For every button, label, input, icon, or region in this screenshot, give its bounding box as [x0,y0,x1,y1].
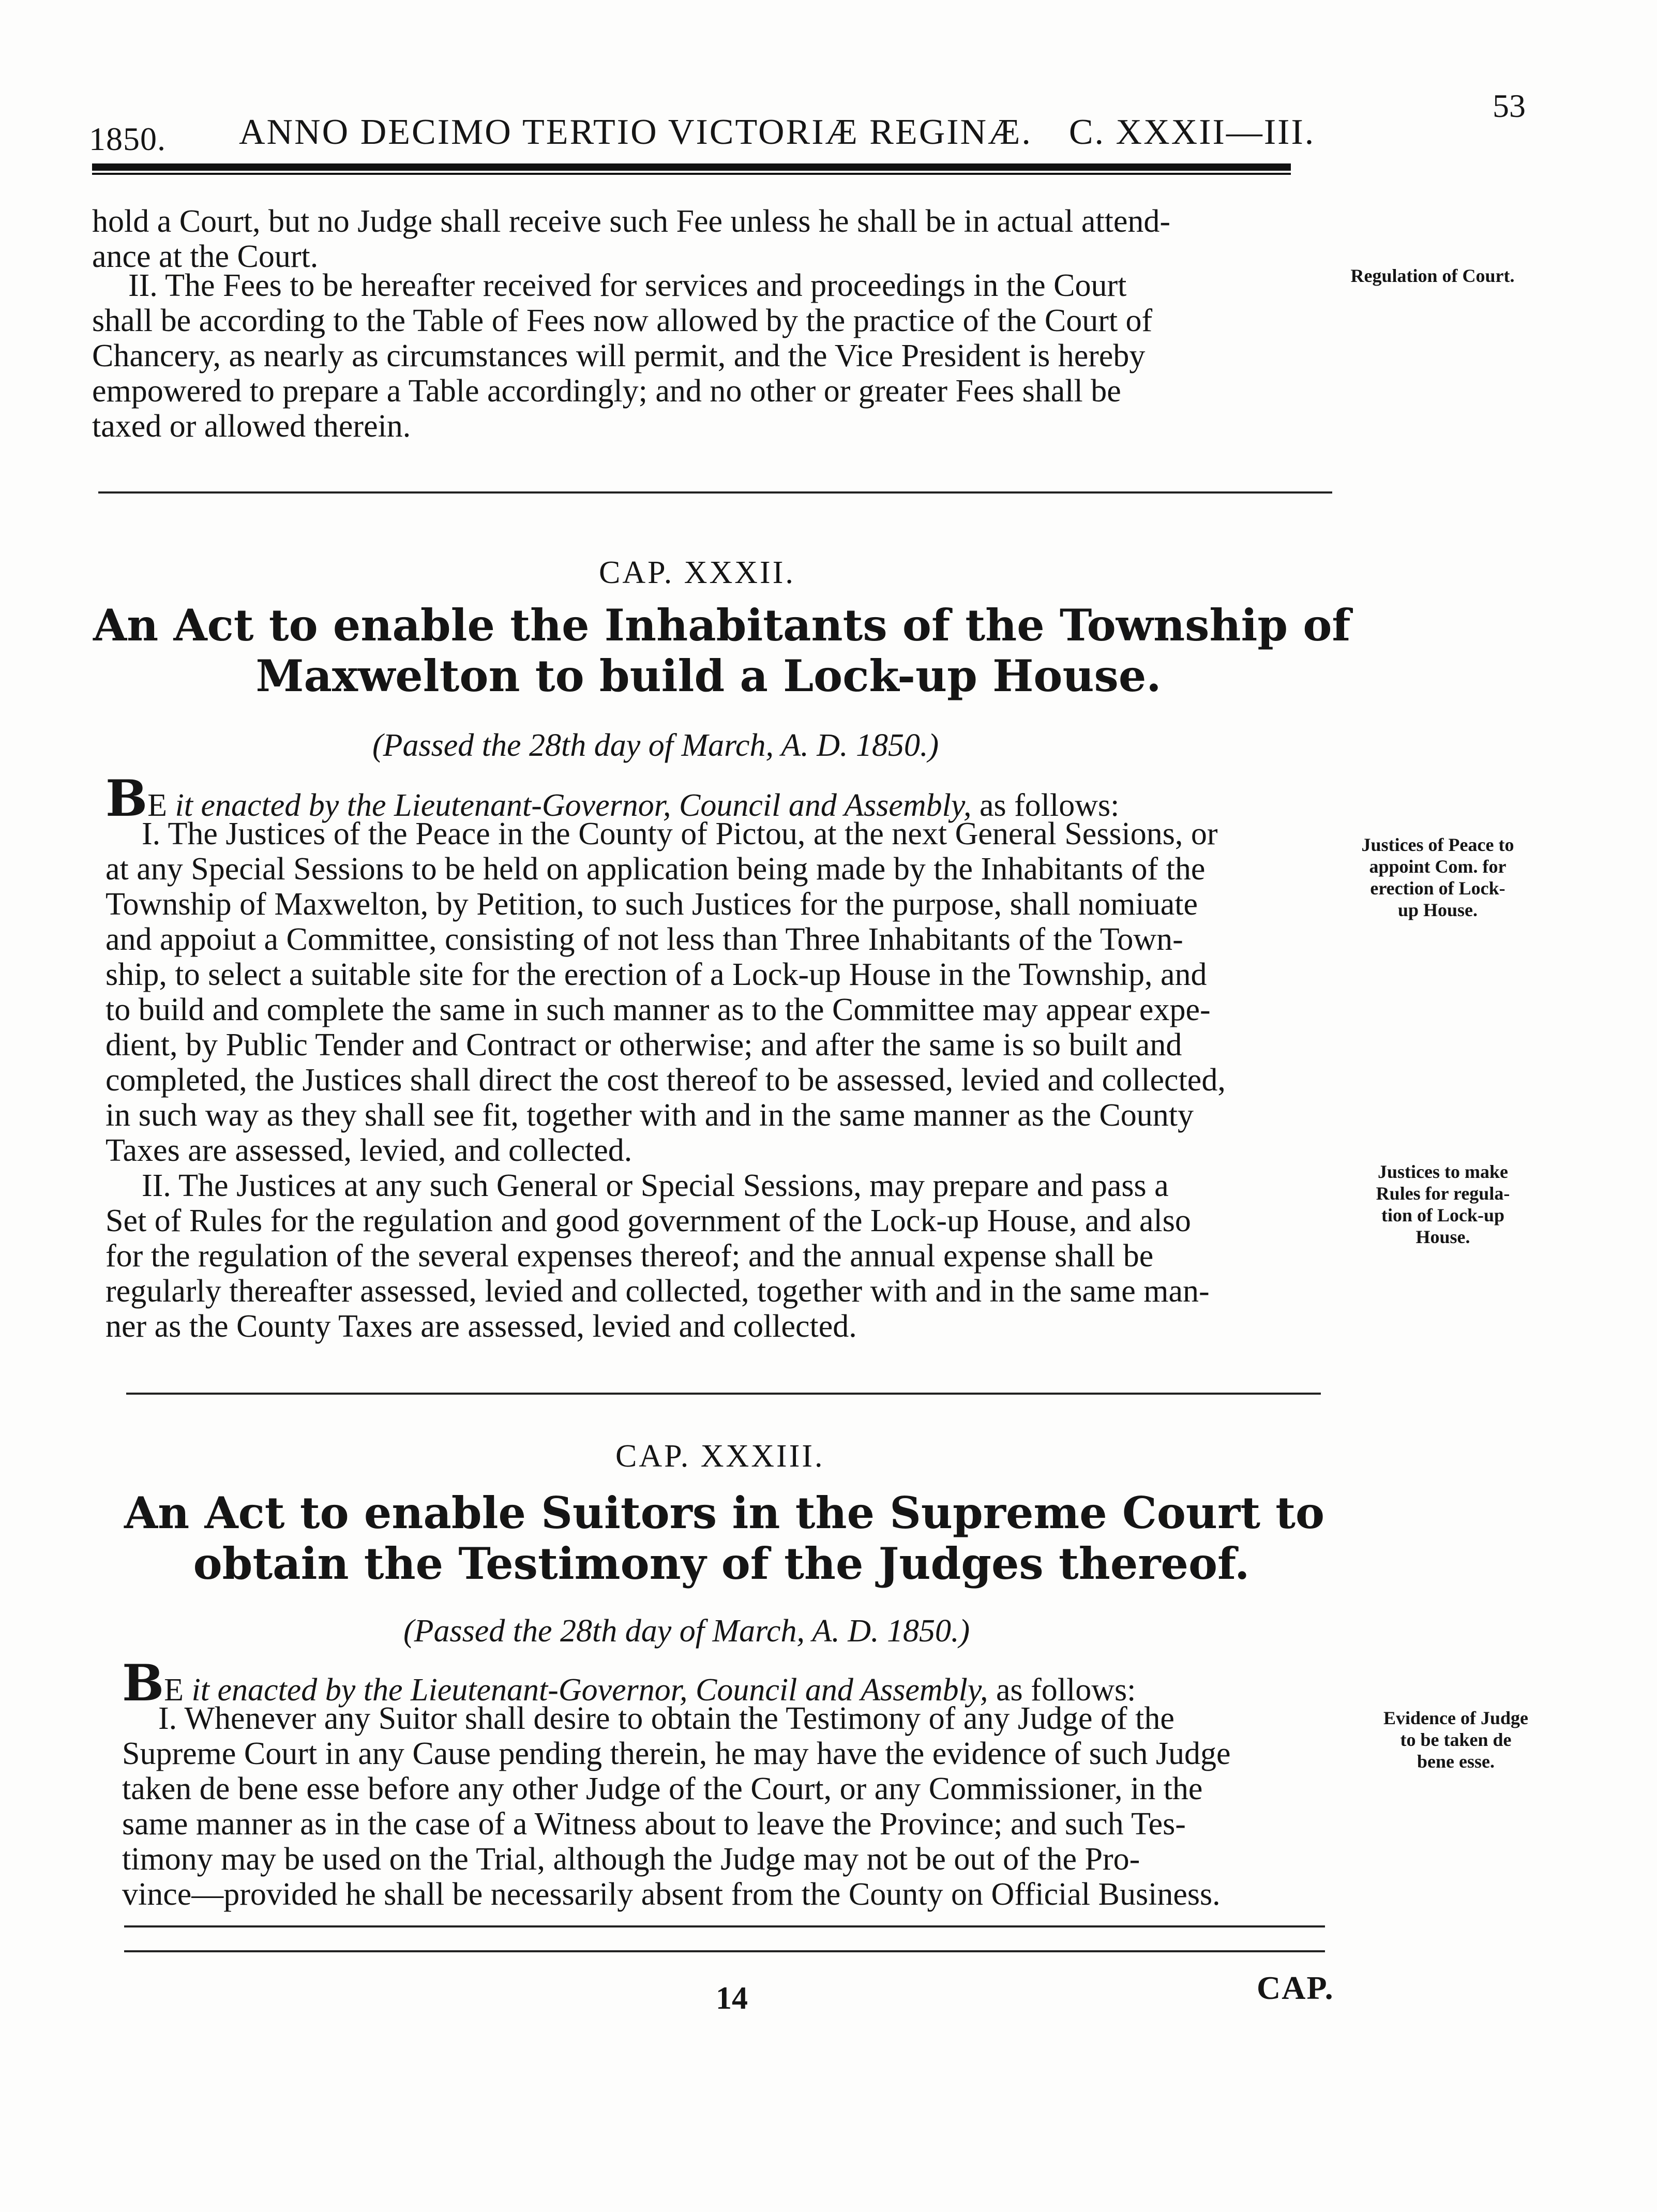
cap-xxxii-title [93,600,1351,701]
text-line: Set of Rules for the regulation and good government of the Lock-up House, and also [106,1203,1191,1238]
text-line: dient, by Public Tender and Contract or otherwise; and after the same is so built and [106,1027,1182,1063]
text-line: II. The Fees to be hereafter received for services and proceedings in the Court [128,268,1127,303]
header-rule-thin [92,173,1291,175]
margin-note-line: Regulation of Court. [1350,265,1515,286]
margin-note-line: bene esse. [1417,1751,1495,1772]
margin-note-evidence [1350,1707,1562,1772]
text-line: I. The Justices of the Peace in the County of Pictou, at the next General Sessions, or [142,816,1218,851]
header-chapter: C. XXXII—III. [1068,112,1316,152]
cap-xxxiii-passed: (Passed the 28th day of March, A. D. 1850.) [403,1613,970,1649]
header-year: 1850. [89,121,166,157]
text-line: and appoiut a Committee, consisting of not less than Three Inhabitants of the Town- [106,922,1183,957]
margin-note-line: Justices to make [1378,1161,1508,1182]
margin-note-line: Justices of Peace to [1361,834,1514,855]
text-line: same manner as in the case of a Witness about to leave the Province; and such Tes- [122,1806,1186,1842]
text-line: Supreme Court in any Cause pending therein, he may have the evidence of such Judge [122,1736,1231,1771]
margin-note-line: up House. [1397,900,1478,920]
section-divider [98,491,1332,494]
text-line: ance at the Court. [92,239,319,274]
text-line: Township of Maxwelton, by Petition, to such Justices for the purpose, shall nomiuate [106,887,1198,922]
act-title-line: Maxwelton to build a Lock-up House. [255,650,1162,701]
section-divider [126,1393,1321,1395]
text-line: at any Special Sessions to be held on application being made by the Inhabitants of the [106,851,1206,887]
text-line: vince—provided he shall be necessarily absent from the County on Official Business. [122,1877,1221,1912]
header-title-text: ANNO DECIMO TERTIO VICTORIÆ REGINÆ. [239,112,1032,152]
text-line: ship, to select a suitable site for the erection of a Lock-up House in the Township, and [106,957,1207,992]
cap-xxxii-body [106,769,1226,1344]
cap-xxxii-heading: CAP. XXXII. [599,555,795,590]
dropcap: B [106,769,148,828]
continuation-text [92,204,1170,444]
text-line: ner as the County Taxes are assessed, levied and collected. [106,1309,857,1344]
margin-note-line: tion of Lock-up [1381,1205,1505,1225]
dropcap: B [122,1654,164,1712]
margin-note-line: Evidence of Judge [1383,1708,1528,1728]
enacting-clause [106,769,1226,828]
text-line: empowered to prepare a Table accordingly; and no other or greater Fees shall be [92,373,1121,409]
act-title-line: An Act to enable Suitors in the Supreme Court to [124,1487,1325,1538]
act-title-line: An Act to enable the Inhabitants of the Township of [93,600,1351,651]
text-line: hold a Court, but no Judge shall receive such Fee unless he shall be in actual attend- [92,204,1171,239]
text-line: I. Whenever any Suitor shall desire to obtain the Testimony of any Judge of the [158,1701,1174,1736]
cap-xxxiii-body [122,1654,1231,1912]
enacting-rest: as follows: [988,1672,1136,1708]
header-rule-thick [92,163,1291,171]
margin-note-line: appoint Com. for [1369,856,1507,877]
margin-note-line: erection of Lock- [1370,878,1505,899]
enacting-clause [122,1654,1231,1712]
page-number: 53 [1493,87,1526,124]
margin-note-justices-rules [1339,1161,1546,1248]
margin-note-regulation [1324,265,1541,287]
act-title-line: obtain the Testimony of the Judges thereof. [193,1538,1250,1589]
cap-xxxiii-heading: CAP. XXXIII. [615,1439,825,1474]
footer-rule [124,1925,1325,1927]
margin-note-line: to be taken de [1400,1729,1512,1750]
text-line: in such way as they shall see fit, together with and in the same manner as the County [106,1098,1194,1133]
enacting-italic: it enacted by the Lieutenant-Governor, Council and Assembly, [184,1672,988,1708]
signature-mark: 14 [716,1981,748,2016]
text-line: for the regulation of the several expenses thereof; and the annual expense shall be [106,1238,1154,1274]
cap-xxxii-passed: (Passed the 28th day of March, A. D. 1850.) [372,728,939,763]
text-line: II. The Justices at any such General or Special Sessions, may prepare and pass a [142,1168,1169,1203]
margin-note-justices-appoint [1329,834,1546,921]
margin-note-line: Rules for regula- [1376,1183,1510,1204]
header-title [239,112,1315,153]
cap-xxxiii-title [124,1487,1325,1589]
margin-note-line: House. [1415,1227,1470,1247]
enacting-rest: as follows: [971,788,1120,823]
text-line: Chancery, as nearly as circumstances will permit, and the Vice President is hereby [92,338,1146,373]
text-line: taxed or allowed therein. [92,409,411,444]
text-line: shall be according to the Table of Fees now allowed by the practice of the Court of [92,303,1153,338]
smallcap: E [147,788,168,823]
text-line: taken de bene esse before any other Judge of the Court, or any Commissioner, in the [122,1771,1203,1806]
text-line: regularly thereafter assessed, levied and collected, together with and in the same man- [106,1274,1210,1309]
text-line: to build and complete the same in such manner as to the Committee may appear expe- [106,992,1211,1027]
text-line: timony may be used on the Trial, although the Judge may not be out of the Pro- [122,1842,1140,1877]
text-line: Taxes are assessed, levied, and collected. [106,1133,632,1168]
smallcap: E [164,1672,184,1708]
enacting-italic: it enacted by the Lieutenant-Governor, Council and Assembly, [167,788,972,823]
footer-rule [124,1950,1325,1952]
catchword: CAP. [1257,1969,1334,2006]
text-line: completed, the Justices shall direct the cost thereof to be assessed, levied and collected, [106,1063,1226,1098]
